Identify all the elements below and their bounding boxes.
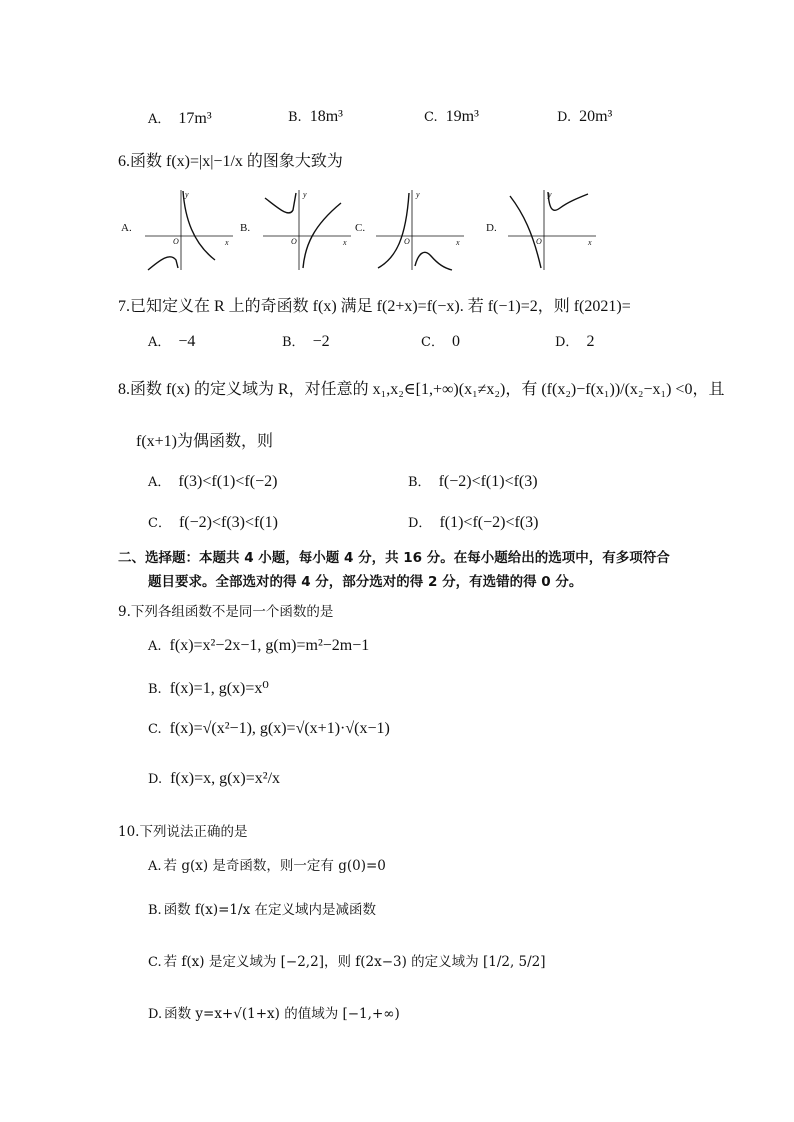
option-value: f(3)<f(1)<f(−2): [178, 473, 278, 490]
option-label: D．: [408, 516, 432, 531]
q9-stem: 9.下列各组函数不是同一个函数的是: [118, 604, 334, 620]
q8-option-c[interactable]: [148, 512, 278, 532]
option-value: 2: [586, 333, 595, 350]
q7-option-a[interactable]: [148, 331, 195, 351]
option-value: f(x)=√(x²−1), g(x)=√(x+1)·√(x−1): [169, 720, 390, 737]
option-label: A.: [148, 639, 162, 654]
graph-d[interactable]: [508, 188, 598, 272]
option-value: 函数 y=x+√(1+x) 的值域为 [−1,+∞): [164, 1006, 400, 1022]
option-label: A．: [148, 112, 171, 127]
q9-option-c[interactable]: [148, 720, 390, 738]
q9-option-a[interactable]: [148, 637, 369, 655]
option-value: 20m³: [579, 108, 613, 125]
q10-option-d[interactable]: [148, 1002, 400, 1022]
option-value: f(x)=x²−2x−1, g(m)=m²−2m−1: [169, 637, 370, 654]
option-value: 17m³: [178, 110, 212, 127]
graph-a[interactable]: [145, 188, 235, 272]
q10-option-c[interactable]: [148, 950, 546, 970]
q8-option-d[interactable]: [408, 512, 538, 532]
axis-y-label: y: [548, 190, 552, 199]
option-label: D.: [148, 772, 163, 787]
option-label: A．: [148, 335, 171, 350]
q8-option-b[interactable]: [408, 471, 538, 491]
graph-label-d: D.: [486, 222, 497, 234]
q7-option-c[interactable]: [421, 331, 460, 351]
option-label: D．: [555, 335, 579, 350]
q8-option-a[interactable]: [148, 471, 277, 491]
graph-c[interactable]: [376, 188, 466, 272]
axis-x-label: x: [588, 238, 592, 247]
option-value: −4: [178, 333, 196, 350]
q5-option-c[interactable]: [424, 108, 479, 126]
section2-header-line2: 题目要求。全部选对的得 4 分，部分选对的得 2 分，有选错的得 0 分。: [148, 574, 583, 590]
option-label: A．: [148, 475, 171, 490]
origin-label: O: [291, 237, 297, 246]
option-value: 18m³: [309, 108, 343, 125]
option-value: 函数 f(x)=1/x 在定义域内是减函数: [163, 902, 376, 918]
option-label: C．: [148, 516, 171, 531]
q10-stem: 10.下列说法正确的是: [118, 824, 248, 840]
graph-label-a: A.: [121, 222, 132, 234]
graph-b[interactable]: [263, 188, 353, 272]
axis-x-label: x: [456, 238, 460, 247]
question-text: 8.函数 f(x) 的定义域为 R，对任意的 x₁,x₂∈[1,+∞)(x₁≠x₂)，有 (f(x₂)−f(x₁))/(x₂−x₁) <0，且: [118, 381, 725, 398]
q8-stem-line2: [136, 428, 273, 451]
option-value: f(x)=x, g(x)=x²/x: [170, 770, 281, 787]
axis-x-label: x: [343, 238, 347, 247]
option-label: B．: [282, 335, 305, 350]
option-label: A.: [148, 859, 162, 874]
q8-stem-line1: [118, 376, 724, 399]
q10-option-a[interactable]: [148, 854, 386, 874]
option-value: 0: [451, 333, 460, 350]
q10-option-b[interactable]: [148, 898, 376, 918]
option-value: f(−2)<f(3)<f(1): [178, 514, 278, 531]
option-label: B.: [288, 110, 302, 125]
q7-option-b[interactable]: [282, 331, 330, 351]
axis-y-label: y: [416, 190, 420, 199]
option-label: C.: [148, 722, 162, 737]
option-value: 19m³: [445, 108, 479, 125]
q5-option-b[interactable]: [288, 108, 343, 126]
axis-y-label: y: [303, 190, 307, 199]
q5-option-a[interactable]: [148, 108, 212, 128]
option-label: C.: [424, 110, 438, 125]
section2-header-line1: 二、选择题：本题共 4 小题，每小题 4 分，共 16 分。在每小题给出的选项中，有多项符合: [118, 550, 670, 566]
question-text: 7.已知定义在 R 上的奇函数 f(x) 满足 f(2+x)=f(−x). 若 f(−1)=2，则 f(2021)=: [118, 298, 631, 315]
axis-y-label: y: [185, 190, 189, 199]
option-value: −2: [312, 333, 330, 350]
q6-stem: [118, 148, 343, 171]
option-label: D.: [557, 110, 572, 125]
option-label: C．: [421, 335, 444, 350]
q5-option-d[interactable]: [557, 108, 612, 126]
q9-option-b[interactable]: [148, 678, 269, 698]
option-value: f(1)<f(−2)<f(3): [439, 514, 539, 531]
origin-label: O: [536, 237, 542, 246]
question-text: 6.函数 f(x)=|x|−1/x 的图象大致为: [118, 153, 343, 170]
option-label: B．: [408, 475, 431, 490]
graph-label-b: B.: [240, 222, 251, 234]
axis-x-label: x: [225, 238, 229, 247]
q7-option-d[interactable]: [555, 331, 594, 351]
question-text: f(x+1)为偶函数，则: [136, 433, 274, 450]
option-label: B.: [148, 682, 162, 697]
option-value: 若 g(x) 是奇函数，则一定有 g(0)=0: [163, 858, 386, 874]
q9-option-d[interactable]: [148, 770, 280, 788]
option-label: D.: [148, 1007, 163, 1022]
option-value: f(x)=1, g(x)=x⁰: [169, 680, 269, 697]
graph-label-c: C.: [355, 222, 366, 234]
option-value: 若 f(x) 是定义域为 [−2,2]，则 f(2x−3) 的定义域为 [1/2, 5/2]: [163, 954, 546, 970]
option-label: C.: [148, 955, 162, 970]
option-label: B.: [148, 903, 162, 918]
origin-label: O: [404, 237, 410, 246]
option-value: f(−2)<f(1)<f(3): [438, 473, 538, 490]
origin-label: O: [173, 237, 179, 246]
q7-stem: [118, 293, 631, 316]
